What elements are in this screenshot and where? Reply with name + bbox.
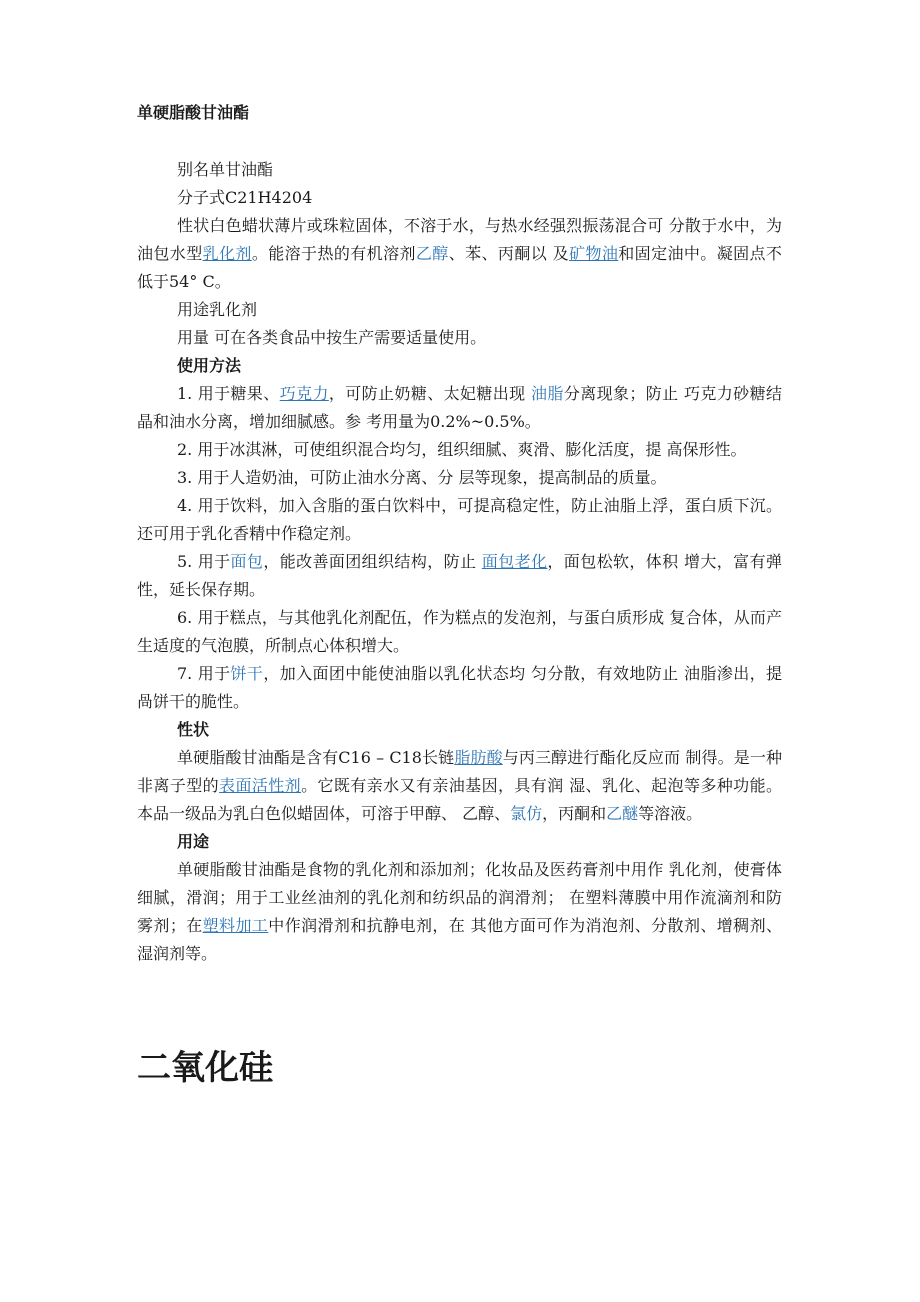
usage-line: 用途乳化剂 [177,300,258,319]
method-item-5 [137,548,782,604]
text-run: ，加入面团中能使油脂以乳化状态均 匀分散，有效地防止 油脂渗出，提咼饼干的脆性。 [137,664,782,711]
formula-line: 分子式C21H4204 [177,188,313,207]
text-run: 7. 用于 [177,664,231,683]
heading-text: 使用方法 [177,356,242,375]
text-run: ，面包松软，体积 增大，富有弹性，延长保存期。 [137,552,782,599]
link-fatty-acid[interactable]: 脂肪酸 [454,748,503,767]
text-run: 中作润滑剂和抗静电剂，在 其他方面可作为消泡剂、分散剂、增稠剂、湿润剂等。 [137,916,782,963]
text-run: ，能改善面团组织结构，防止 [263,552,482,571]
link-fat[interactable]: 油脂 [531,384,564,403]
text-run: 与丙三醇进行酯化反应而 制得。是一种非离子型的 [137,748,782,795]
method-item-4: 4. 用于饮料，加入含脂的蛋白饮料中，可提高稳定性，防止油脂上浮，蛋白质下沉。还可用于乳化香精中作稳定剂。 [137,496,782,543]
text-run: 单硬脂酸甘油酯是含有C16 – C18长链 [177,748,455,767]
use-paragraph [137,856,782,968]
use-heading [137,828,782,856]
link-bread[interactable]: 面包 [230,552,264,571]
link-surfactant[interactable]: 表面活性剂 [219,776,302,795]
link-ether[interactable]: 乙醚 [606,804,639,823]
heading-text: 用途 [177,832,210,851]
text-run: 5. 用于 [177,552,231,571]
link-mineral-oil[interactable]: 矿物油 [569,244,619,263]
properties-paragraph [137,212,782,296]
text-run: ，丙酮和 [542,804,607,823]
method-item-1 [137,380,782,436]
text-run: 。它既有亲水又有亲油基因，具有润 湿、乳化、起泡等多种功能。本品一级品为乳白色似蜡固体，可溶于甲醇、 乙醇、 [137,776,782,823]
text-run: 分离现象；防止 巧克力砂糖结晶和油水分离，增加细腻感。参 考用量为0.2%~0.5%。 [137,384,782,431]
link-ethanol[interactable]: 乙醇 [415,244,449,263]
text-run: 、苯、丙酮以 及 [448,244,570,263]
dosage-line: 用量 可在各类食品中按生产需要适量使用。 [177,328,487,347]
link-chloroform[interactable]: 氯仿 [510,804,543,823]
text-run: ，可防止奶糖、太妃糖出现 [328,384,532,403]
next-section-title: 二氧化硅 [137,1048,273,1088]
link-bread-staling[interactable]: 面包老化 [481,552,548,571]
text-run: 。能溶于热的有机溶剂 [251,244,416,263]
text-run: 1. 用于糖果、 [177,384,280,403]
nature-paragraph [137,744,782,828]
nature-heading [137,716,782,744]
document-body [137,156,782,968]
method-item-2: 2. 用于冰淇淋，可使组织混合均匀，组织细腻、爽滑、膨化活度，提 高保形性。 [177,440,747,459]
method-item-3: 3. 用于人造奶油，可防止油水分离、分 层等现象，提高制品的质量。 [177,468,667,487]
link-emulsifier[interactable]: 乳化剂 [202,244,252,263]
link-biscuit[interactable]: 饼干 [230,664,264,683]
link-chocolate[interactable]: 巧克力 [279,384,329,403]
alias-line: 别名单甘油酯 [177,160,274,179]
heading-text: 性状 [177,720,210,739]
method-item-7 [137,660,782,716]
text-run: 和固定油中。凝固点不低于54° C。 [137,244,782,291]
link-plastic-processing[interactable]: 塑料加工 [202,916,269,935]
text-run: 单硬脂酸甘油酯是食物的乳化剂和添加剂；化妆品及医药膏剂中用作 乳化剂，使膏体细腻，滑润；用于工业丝油剂的乳化剂和纺织品的润滑剂； 在塑料薄膜中用作流滴剂和防雾剂；在 [137,860,782,935]
text-run: 性状白色蜡状薄片或珠粒固体，不溶于水，与热水经强烈振荡混合可 分散于水中，为油包水型 [137,216,782,263]
text-run: 等溶液。 [638,804,703,823]
method-item-6: 6. 用于糕点，与其他乳化剂配伍，作为糕点的发泡剂，与蛋白质形成 复合体，从而产生适度的气泡膜，所制点心体积增大。 [137,608,782,655]
document-title: 单硬脂酸甘油酯 [137,103,250,122]
method-heading [137,352,782,380]
